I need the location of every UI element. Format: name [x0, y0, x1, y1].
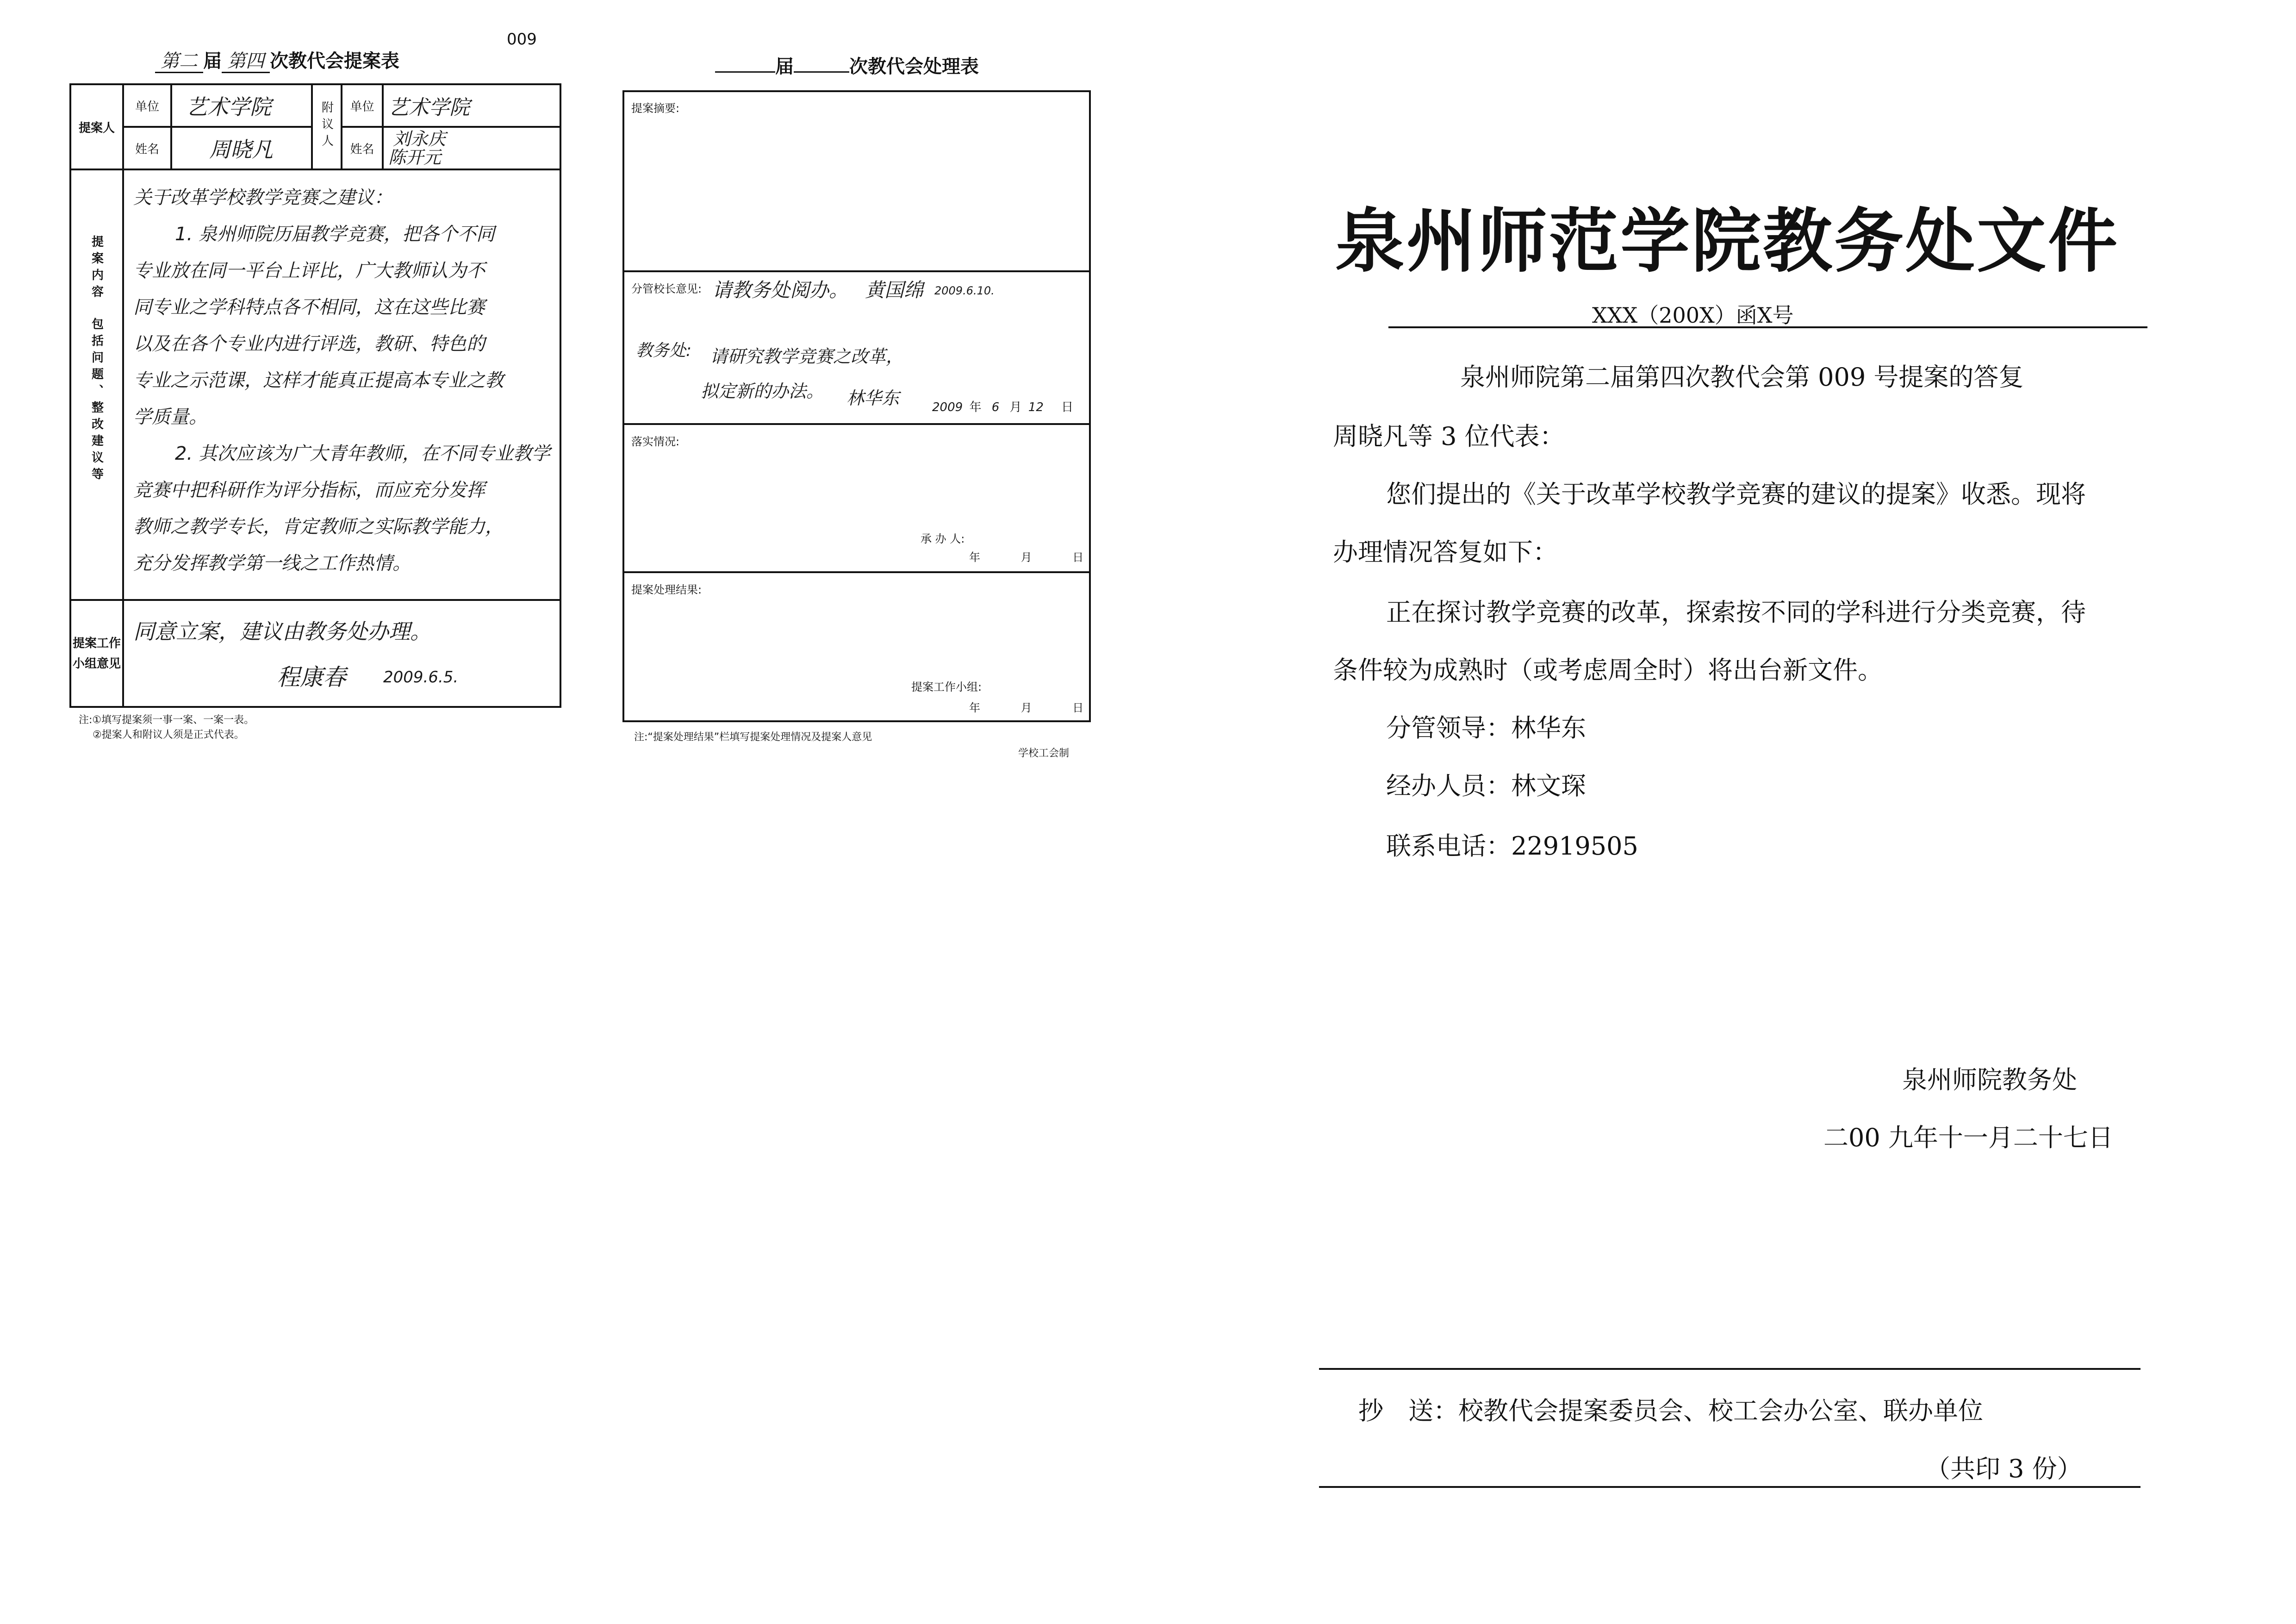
dean-date-year: 2009: [932, 400, 963, 414]
working-group-label: 提案工作小组意见: [72, 636, 121, 671]
dean-opinion-line-2: 拟定新的办法。: [701, 381, 824, 401]
summary-label: 提案摘要:: [631, 102, 680, 115]
cosigner-name-label: 姓名: [350, 142, 374, 156]
content-label: 提案内容: [89, 235, 104, 302]
result-date: [969, 699, 1083, 715]
proposal-form-title: [155, 46, 399, 73]
working-group-opinion: 同意立案，建议由教务处办理。: [133, 619, 431, 644]
handler-label: 承 办 人:: [921, 532, 965, 545]
proposal-content-line: 2. 其次应该为广大青年教师，在不同专业教学: [175, 443, 550, 464]
meeting-number-handwritten: 第四: [222, 50, 270, 73]
blank-meeting: [794, 71, 849, 73]
cosigner-name-1: 刘永庆: [393, 129, 446, 149]
cc-top-rule: [1319, 1368, 2140, 1370]
proposal-content-line: 关于改革学校教学竞赛之建议：: [133, 187, 392, 208]
impl-date-day: 日: [1072, 551, 1084, 564]
proposal-content-line: 学质量。: [133, 406, 207, 428]
leader-line: 分管领导：林华东: [1386, 713, 1586, 743]
name-label: 姓名: [135, 142, 159, 156]
handling-maker: 学校工会制: [1018, 748, 1070, 759]
unit-label: 单位: [135, 100, 159, 114]
dean-date: [932, 398, 1073, 415]
proposal-content-line: 同专业之学科特点各不相同，这在这些比赛: [133, 297, 485, 318]
page-number: 009: [507, 30, 537, 49]
cc-bottom-rule: [1319, 1486, 2140, 1488]
proposal-content-line: 以及在各个专业内进行评选，教研、特色的: [133, 333, 485, 355]
implementation-date: [969, 548, 1083, 564]
header-rule: [1388, 326, 2147, 328]
document-title: 泉州师院第二届第四次教代会第 009 号提案的答复: [1460, 362, 2024, 392]
content-sublabel: 包括问题、整改建议等: [89, 318, 104, 484]
cosigner-unit-label: 单位: [350, 100, 374, 114]
group-label: 提案工作小组:: [911, 681, 982, 693]
cc-recipients: 校教代会提案委员会、校工会办公室、联办单位: [1458, 1396, 1983, 1425]
document-number: XXX（200X）函X号: [1592, 303, 1794, 328]
working-group-label-cell: [70, 600, 123, 707]
handling-form-title: [715, 52, 979, 78]
paragraph-1-line-2: 办理情况答复如下：: [1333, 537, 1558, 567]
result-label: 提案处理结果:: [631, 583, 702, 596]
signature-org: 泉州师院教务处: [1902, 1065, 2077, 1094]
result-date-month: 月: [1020, 701, 1032, 714]
impl-date-year: 年: [969, 551, 980, 564]
result-date-year: 年: [969, 701, 980, 714]
dean-date-year-label: 年: [969, 400, 982, 414]
dean-opinion-line-1: 请研究教学竞赛之改革，: [710, 346, 904, 367]
proposal-content-line: 专业之示范课，这样才能真正提高本专业之教: [133, 370, 504, 391]
paragraph-2-line-1: 正在探讨教学竞赛的改革，探索按不同的学科进行分类竞赛，待: [1386, 598, 2086, 627]
content-label-cell: [70, 169, 123, 600]
handling-title-word-jie: 届: [775, 56, 794, 77]
cosigner-name-2: 陈开元: [388, 147, 442, 168]
proposal-content-line: 教师之教学专长，肯定教师之实际教学能力，: [133, 516, 504, 537]
proposal-content-line: 充分发挥教学第一线之工作热情。: [133, 553, 411, 574]
proposal-content: [133, 180, 550, 582]
working-group-cell: [123, 600, 560, 707]
paragraph-2-line-2: 条件较为成熟时（或考虑周全时）将出台新文件。: [1333, 656, 1883, 685]
impl-date-month: 月: [1020, 551, 1032, 564]
vp-signature: 黄国绵: [865, 279, 924, 301]
cosigner-unit-value: 艺术学院: [388, 96, 470, 119]
result-date-day: 日: [1072, 701, 1084, 714]
salutation: 周晓凡等 3 位代表：: [1333, 422, 1565, 451]
handler-line: 经办人员：林文琛: [1386, 771, 1586, 800]
vp-opinion-label: 分管校长意见:: [631, 282, 702, 295]
dean-date-day-label: 日: [1061, 400, 1074, 414]
dean-date-day: 12: [1028, 400, 1044, 414]
proposer-unit-value: 艺术学院: [186, 94, 271, 119]
vp-divider: [624, 423, 1089, 425]
content-cell: [123, 169, 560, 600]
paragraph-1-line-1: 您们提出的《关于改革学校教学竞赛的建议的提案》收悉。现将: [1386, 480, 2086, 509]
signature-date: 二00 九年十一月二十七日: [1823, 1123, 2113, 1152]
summary-divider: [624, 270, 1089, 272]
vp-date: 2009.6.10.: [934, 284, 995, 297]
proposal-form-title-suffix: 次教代会提案表: [270, 50, 399, 72]
phone-line: 联系电话：22919505: [1386, 831, 1638, 861]
cc-line: [1358, 1391, 1983, 1427]
proposer-label-cell: [70, 84, 123, 169]
vp-opinion: 请教务处阅办。: [712, 279, 849, 301]
proposer-name-value: 周晓凡: [209, 137, 273, 162]
title-word-jie: 届: [203, 50, 222, 72]
proposal-content-line: 专业放在同一平台上评比，广大教师认为不: [133, 260, 485, 281]
implementation-label: 落实情况:: [631, 435, 680, 448]
dean-signature: 林华东: [846, 388, 900, 408]
copies-count: （共印 3 份）: [1925, 1454, 2082, 1483]
session-number-handwritten: 第二: [155, 50, 203, 73]
dean-label: 教务处:: [636, 341, 692, 360]
proposal-note-1: 注:①填写提案须一事一案、一案一表。: [79, 714, 255, 726]
handling-form-box: [622, 90, 1091, 722]
document-header: 泉州师范学院教务处文件: [1335, 201, 2120, 282]
blank-session: [715, 71, 775, 73]
working-group-date: 2009.6.5.: [383, 668, 459, 687]
implementation-divider: [624, 571, 1089, 573]
proposer-label: 提案人: [78, 121, 115, 135]
handling-note: 注:“提案处理结果”栏填写提案处理情况及提案人意见: [634, 731, 872, 743]
proposal-form-table: [69, 83, 561, 708]
handling-form-title-suffix: 次教代会处理表: [849, 56, 979, 77]
proposal-content-line: 1. 泉州师院历届教学竞赛，把各个不同: [175, 224, 495, 245]
dean-date-month: 6: [991, 400, 1000, 414]
proposal-note-2: ②提案人和附议人须是正式代表。: [93, 729, 244, 741]
working-group-signature: 程康春: [277, 664, 346, 691]
proposal-content-line: 竞赛中把科研作为评分指标，而应充分发挥: [133, 480, 485, 501]
dean-date-month-label: 月: [1009, 400, 1022, 414]
cc-label: 抄 送：: [1358, 1396, 1458, 1425]
cosigners-label: 附议人: [319, 101, 334, 151]
